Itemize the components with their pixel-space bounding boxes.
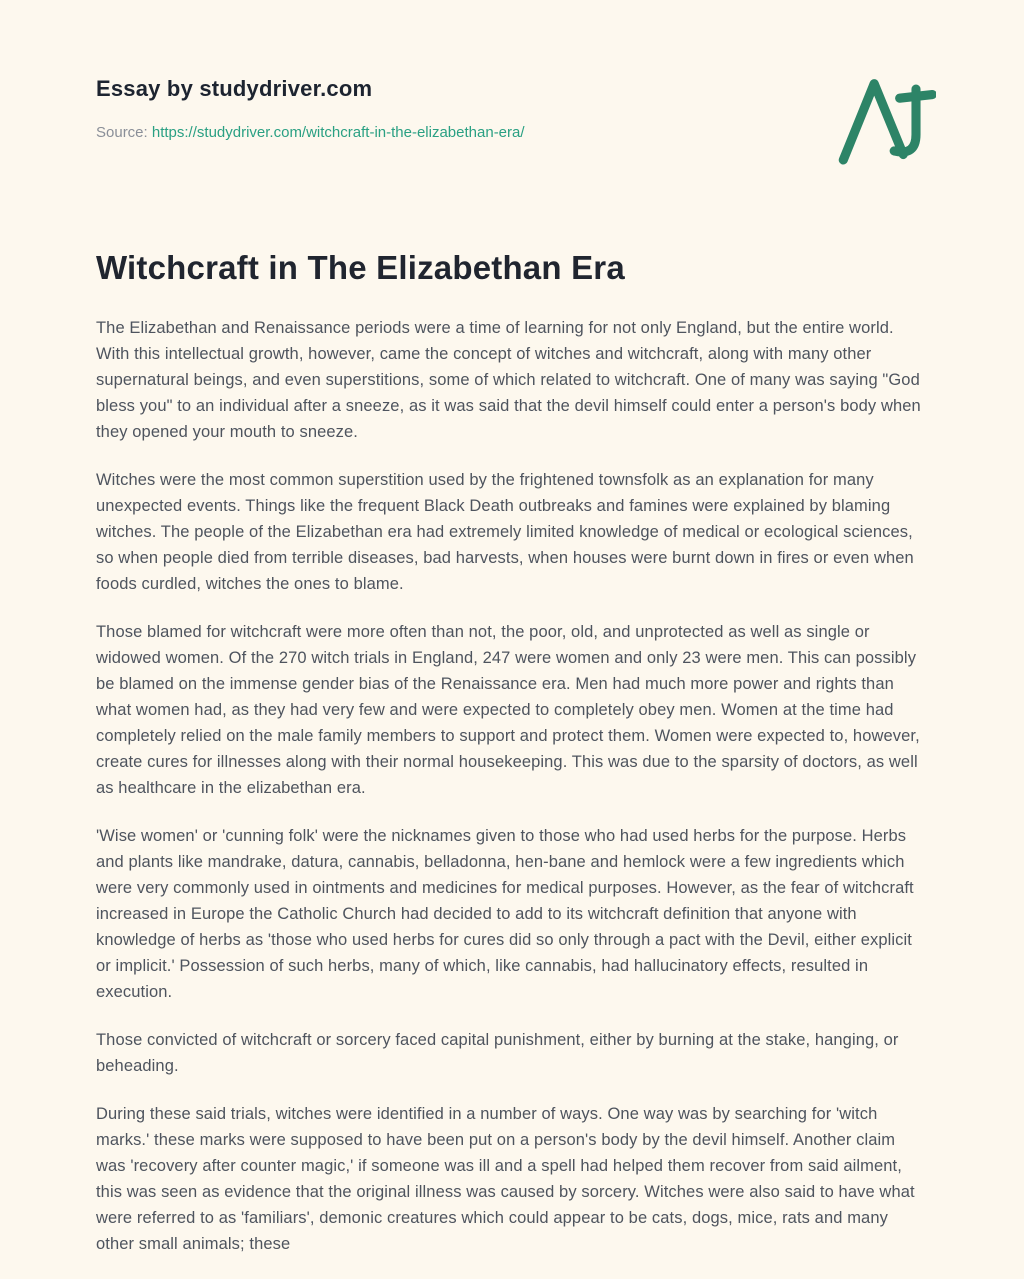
essay-paragraph: Those blamed for witchcraft were more often than not, the poor, old, and unprotected as well as single or widowed women. Of the 270 witch trials in England, 247 were women and only 23 were men. This can possibly be blamed on the immense gender bias of the Renaissance era. Men had much more power and rights than what women had, as they had very few and were expected to completely obey men. Women at the time had completely relied on the male family members to support and protect them. Women were expected to, however, create cures for illnesses along with their normal housekeeping. This was due to the sparsity of doctors, as well as healthcare in the elizabethan era. xyxy=(96,623,920,797)
essay-body xyxy=(96,315,928,1257)
source-url-link[interactable]: https://studydriver.com/witchcraft-in-the-elizabethan-era/ xyxy=(151,124,525,141)
studydriver-logo-icon xyxy=(836,72,936,168)
essay-paragraph: The Elizabethan and Renaissance periods were a time of learning for not only England, but the entire world. With this intellectual growth, however, came the concept of witches and witchcraft, along with many other supernatural beings, and even superstitions, some of which related to witchcraft. One of many was saying "God bless you" to an individual after a sneeze, as it was said that the devil himself could enter a person's body when they opened your mouth to sneeze. xyxy=(96,319,921,441)
essay-title: Witchcraft in The Elizabethan Era xyxy=(96,249,625,286)
source-line xyxy=(96,124,928,141)
essay-byline: Essay by studydriver.com xyxy=(96,76,373,101)
essay-paragraph: Witches were the most common superstition used by the frightened townsfolk as an explanation for many unexpected events. Things like the frequent Black Death outbreaks and famines were explained by blaming witches. The people of the Elizabethan era had extremely limited knowledge of medical or ecological sciences, so when people died from terrible diseases, bad harvests, when houses were burnt down in fires or even when foods curdled, witches the ones to blame. xyxy=(96,471,914,593)
essay-article xyxy=(96,141,928,1257)
source-label: Source: xyxy=(96,124,148,141)
page-header xyxy=(96,76,928,141)
essay-paragraph: 'Wise women' or 'cunning folk' were the nicknames given to those who had used herbs for the purpose. Herbs and plants like mandrake, datura, cannabis, belladonna, hen-bane and hemlock were a few ingredients which were very commonly used in ointments and medicines for medical purposes. However, as the fear of witchcraft increased in Europe the Catholic Church had decided to add to its witchcraft definition that anyone with knowledge of herbs as 'those who used herbs for cures did so only through a pact with the Devil, either explicit or implicit.' Possession of such herbs, many of which, like cannabis, had hallucinatory effects, resulted in execution. xyxy=(96,827,914,1001)
essay-paragraph: Those convicted of witchcraft or sorcery faced capital punishment, either by burning at the stake, hanging, or beheading. xyxy=(96,1031,899,1075)
essay-paragraph: During these said trials, witches were identified in a number of ways. One way was by searching for 'witch marks.' these marks were supposed to have been put on a person's body by the devil himself. Another claim was 'recovery after counter magic,' if someone was ill and a spell had helped them recover from said ailment, this was seen as evidence that the original illness was caused by sorcery. Witches were also said to have what were referred to as 'familiars', demonic creatures which could appear to be cats, dogs, mice, rats and many other small animals; these xyxy=(96,1105,915,1253)
